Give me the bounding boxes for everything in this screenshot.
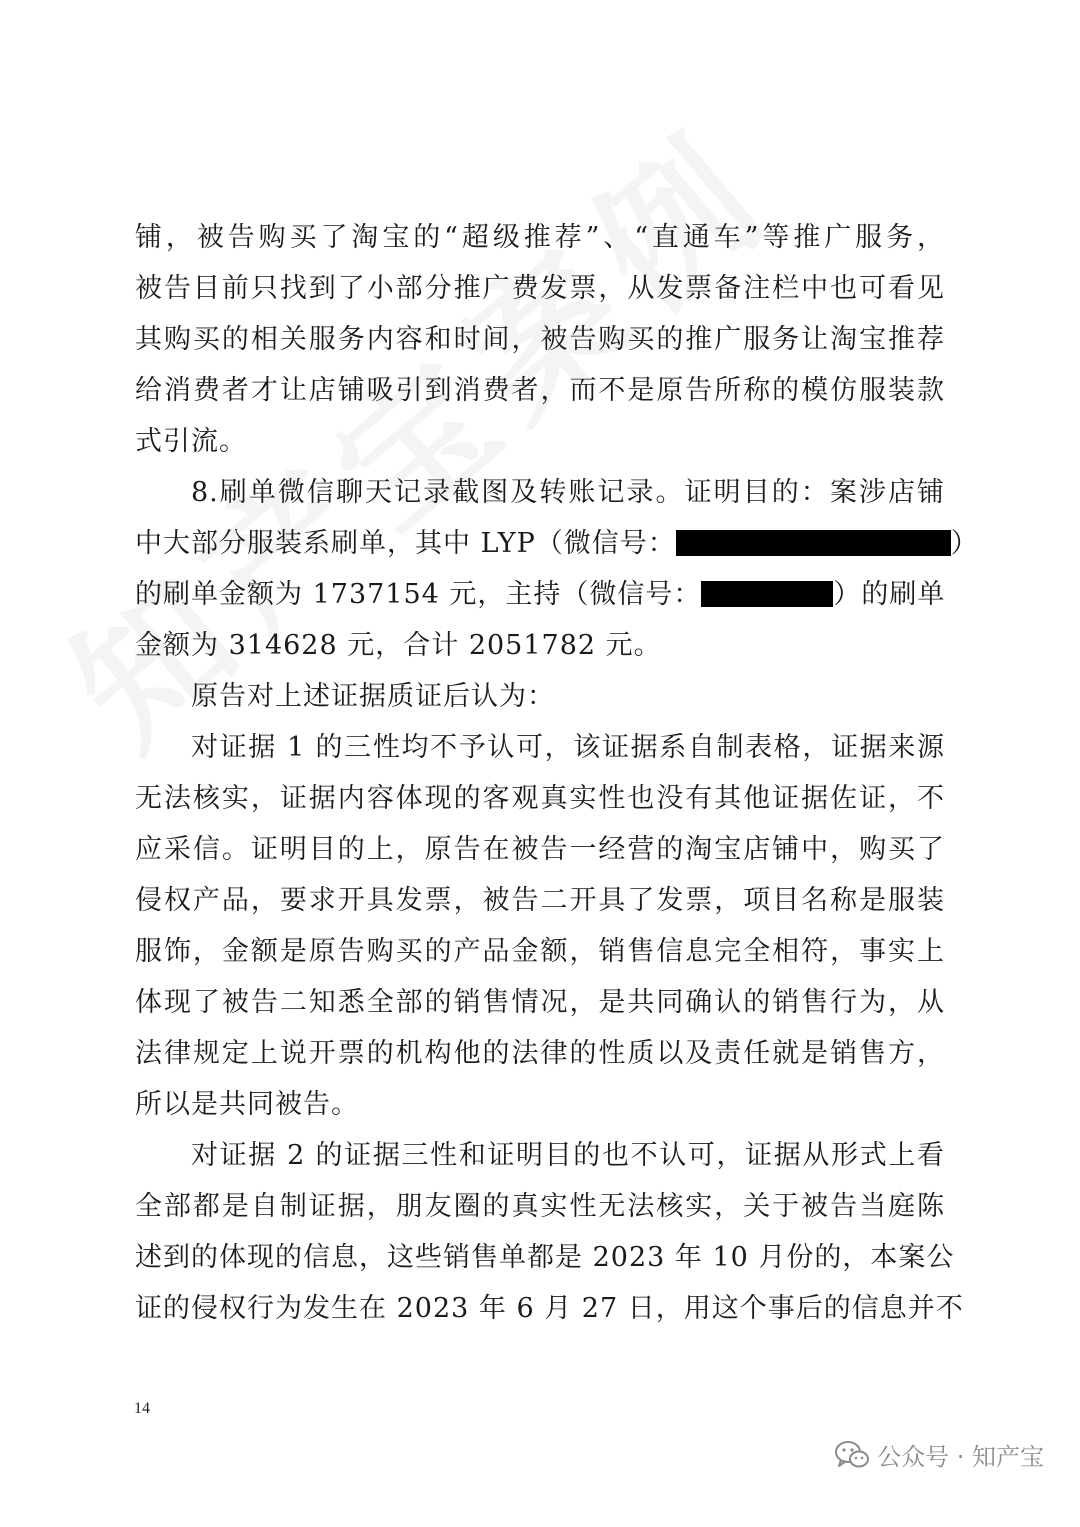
text-line: 应采信。证明目的上，原告在被告一经营的淘宝店铺中，购买了 bbox=[135, 834, 945, 865]
paragraph-evidence-8 bbox=[135, 467, 979, 671]
document-body bbox=[135, 212, 979, 1334]
page-number: 14 bbox=[134, 1400, 150, 1417]
redacted-block bbox=[676, 530, 951, 556]
text-line: 铺，被告购买了淘宝的“超级推荐”、“直通车”等推广服务， bbox=[135, 222, 945, 253]
text-line: 原告对上述证据质证后认为： bbox=[191, 681, 555, 712]
text-line: 无法核实，证据内容体现的客观真实性也没有其他证据佐证，不 bbox=[135, 783, 945, 814]
text-line: 被告目前只找到了小部分推广费发票，从发票备注栏中也可看见 bbox=[135, 273, 945, 304]
text-segment: 中大部分服装系刷单，其中 LYP（微信号： bbox=[135, 528, 676, 559]
wechat-icon bbox=[835, 1440, 869, 1470]
text-line: 8.刷单微信聊天记录截图及转账记录。证明目的：案涉店铺 bbox=[191, 477, 945, 508]
text-line: 证的侵权行为发生在 2023 年 6 月 27 日，用这个事后的信息并不 bbox=[135, 1293, 964, 1324]
paragraph-plaintiff-opinion bbox=[135, 671, 945, 722]
text-line: 对证据 2 的证据三性和证明目的也不认可，证据从形式上看 bbox=[191, 1140, 945, 1171]
text-line: 述到的体现的信息，这些销售单都是 2023 年 10 月份的，本案公 bbox=[135, 1242, 955, 1273]
text-line: 对证据 1 的三性均不予认可，该证据系自制表格，证据来源 bbox=[191, 732, 945, 763]
text-line: 给消费者才让店铺吸引到消费者，而不是原告所称的模仿服装款 bbox=[135, 375, 945, 406]
text-line bbox=[135, 518, 979, 569]
text-line: 服饰，金额是原告购买的产品金额，销售信息完全相符，事实上 bbox=[135, 936, 945, 967]
text-segment: 的刷单金额为 1737154 元，主持（微信号： bbox=[135, 579, 702, 610]
text-line: 法律规定上说开票的机构他的法律的性质以及责任就是销售方， bbox=[135, 1038, 945, 1069]
redacted-block bbox=[701, 581, 833, 607]
text-line: 式引流。 bbox=[135, 426, 247, 457]
text-line bbox=[135, 569, 945, 620]
text-line: 侵权产品，要求开具发票，被告二开具了发票，项目名称是服装 bbox=[135, 885, 945, 916]
paragraph-evidence-2-opinion bbox=[135, 1130, 964, 1334]
text-line: 全部都是自制证据，朋友圈的真实性无法核实，关于被告当庭陈 bbox=[135, 1191, 945, 1222]
text-line: 体现了被告二知悉全部的销售情况，是共同确认的销售行为，从 bbox=[135, 987, 945, 1018]
text-line: 所以是共同被告。 bbox=[135, 1089, 359, 1120]
text-line: 其购买的相关服务内容和时间，被告购买的推广服务让淘宝推荐 bbox=[135, 324, 945, 355]
paragraph-evidence-1-opinion bbox=[135, 722, 945, 1130]
paragraph-promotion bbox=[135, 212, 945, 467]
text-segment: ） bbox=[950, 528, 979, 559]
text-line: 金额为 314628 元，合计 2051782 元。 bbox=[135, 630, 662, 661]
footer-brand-label: 公众号 · 知产宝 bbox=[877, 1443, 1044, 1471]
text-segment: ）的刷单 bbox=[833, 579, 946, 610]
footer-brand bbox=[835, 1437, 1044, 1472]
